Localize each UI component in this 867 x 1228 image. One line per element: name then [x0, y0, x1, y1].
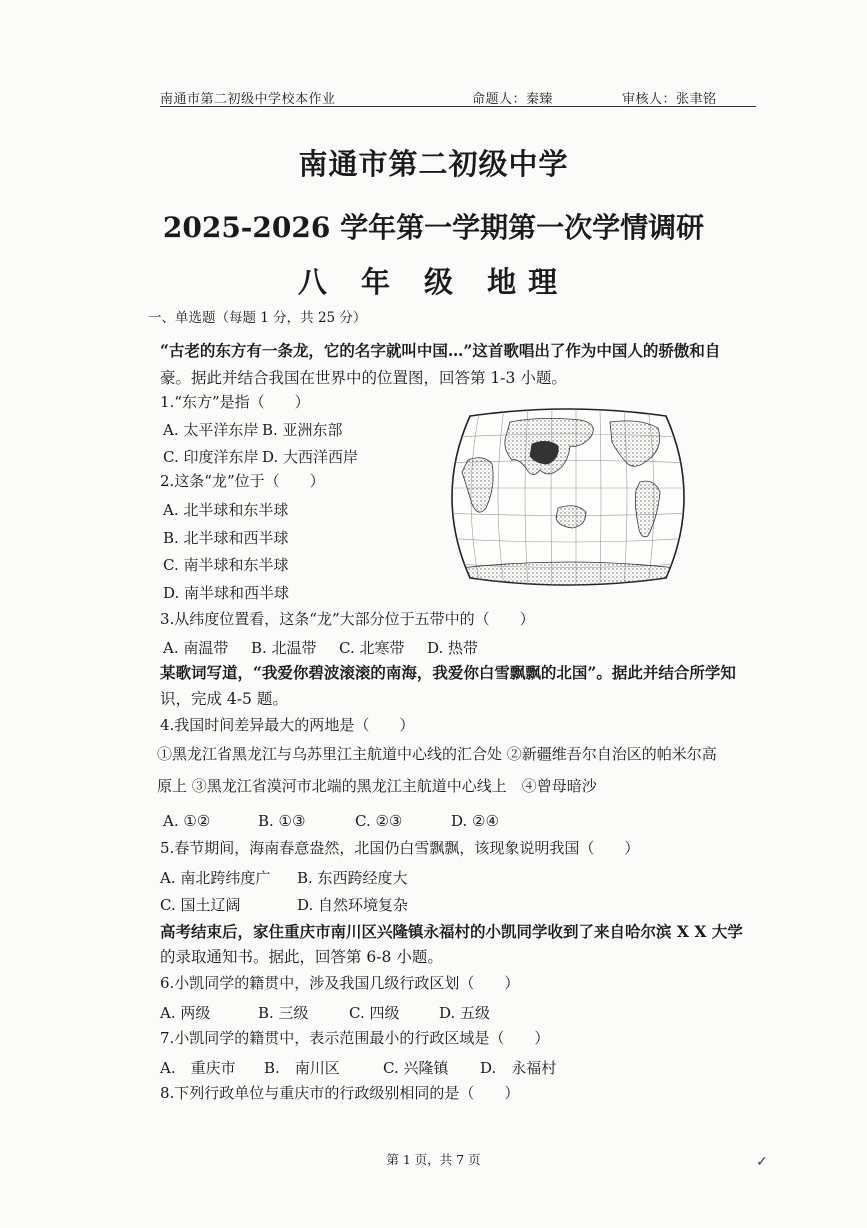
exam-title: 2025-2026 学年第一学期第一次学情调研 [162, 211, 705, 244]
question-1-option-c: C. 印度洋东岸 [163, 448, 259, 466]
question-3-option-c: C. 北寒带 [339, 639, 405, 657]
section-heading: 一、单选题（每题 1 分，共 25 分） [148, 310, 367, 326]
question-3-option-a: A. 南温带 [163, 639, 229, 657]
question-2-option-a: A. 北半球和东半球 [163, 501, 289, 519]
question-6-option-d: D. 五级 [439, 1004, 491, 1022]
question-7-option-b: B. 南川区 [264, 1059, 340, 1077]
question-2-option-b: B. 北半球和西半球 [163, 529, 289, 547]
question-5-option-b: B. 东西跨经度大 [297, 869, 408, 887]
reviewer: 审核人：张聿铭 [622, 92, 717, 107]
passage-3-line-2: 的录取通知书。据此，回答第 6-8 小题。 [160, 948, 443, 966]
subject-title: 八 年 级 地理 [297, 265, 570, 299]
question-6-stem: 6.小凯同学的籍贯中，涉及我国几级行政区划（ ） [160, 974, 520, 992]
question-3-option-b: B. 北温带 [251, 639, 317, 657]
question-1-stem: 1.“东方”是指（ ） [160, 393, 310, 411]
question-4-option-d: D. ②④ [451, 812, 499, 830]
question-4-choices-line-2: 原上 ③黑龙江省漠河市北端的黑龙江主航道中心线上 ④曾母暗沙 [157, 777, 597, 795]
question-1-option-a: A. 太平洋东岸 [163, 421, 259, 439]
question-7-option-d: D. 永福村 [480, 1059, 557, 1077]
question-8-stem: 8.下列行政单位与重庆市的行政级别相同的是（ ） [160, 1084, 520, 1102]
antarctica-shape [460, 562, 676, 586]
question-1-option-b: B. 亚洲东部 [262, 421, 343, 439]
question-4-option-a: A. ①② [163, 812, 211, 830]
question-3-stem: 3.从纬度位置看，这条“龙”大部分位于五带中的（ ） [160, 610, 535, 628]
question-7-option-c: C. 兴隆镇 [383, 1059, 449, 1077]
page-number: 第 1 页，共 7 页 [386, 1152, 481, 1167]
question-2-option-c: C. 南半球和东半球 [163, 556, 289, 574]
passage-2-line-2: 识，完成 4-5 题。 [160, 690, 288, 708]
question-7-stem: 7.小凯同学的籍贯中，表示范围最小的行政区域是（ ） [160, 1029, 550, 1047]
passage-1-line-2: 豪。据此并结合我国在世界中的位置图，回答第 1-3 小题。 [160, 369, 567, 387]
world-map-figure [440, 408, 696, 586]
question-6-option-b: B. 三级 [258, 1004, 309, 1022]
question-6-option-c: C. 四级 [349, 1004, 400, 1022]
passage-2-line-1: 某歌词写道，“我爱你碧波滚滚的南海，我爱你白雪飘飘的北国”。据此并结合所学知 [160, 663, 736, 682]
question-5-option-d: D. 自然环境复杂 [297, 896, 409, 914]
question-4-option-b: B. ①③ [258, 812, 306, 830]
pen-mark: ✓ [756, 1154, 768, 1170]
question-3-option-d: D. 热带 [427, 639, 479, 657]
question-5-option-a: A. 南北跨纬度广 [160, 869, 271, 887]
passage-1-line-1: “古老的东方有一条龙，它的名字就叫中国…”这首歌唱出了作为中国人的骄傲和自 [160, 341, 721, 360]
question-2-option-d: D. 南半球和西半球 [163, 584, 290, 602]
question-4-option-c: C. ②③ [355, 812, 403, 830]
passage-3-line-1: 高考结束后，家住重庆市南川区兴隆镇永福村的小凯同学收到了来自哈尔滨 X X 大学 [160, 922, 743, 941]
page-header [160, 84, 756, 107]
question-6-option-a: A. 两级 [160, 1004, 211, 1022]
question-4-stem: 4.我国时间差异最大的两地是（ ） [160, 716, 415, 734]
question-1-option-d: D. 大西洋西岸 [262, 448, 359, 466]
question-5-stem: 5.春节期间，海南春意盎然，北国仍白雪飘飘，该现象说明我国（ ） [160, 839, 640, 857]
question-7-option-a: A. 重庆市 [160, 1059, 236, 1077]
school-title: 南通市第二初级中学 [298, 147, 569, 181]
school-name: 南通市第二初级中学校本作业 [160, 92, 336, 107]
question-4-choices-line-1: ①黑龙江省黑龙江与乌苏里江主航道中心线的汇合处 ②新疆维吾尔自治区的帕米尔高 [157, 745, 717, 763]
question-2-stem: 2.这条“龙”位于（ ） [160, 472, 325, 490]
author: 命题人：秦臻 [472, 92, 554, 107]
question-5-option-c: C. 国土辽阔 [160, 896, 241, 914]
